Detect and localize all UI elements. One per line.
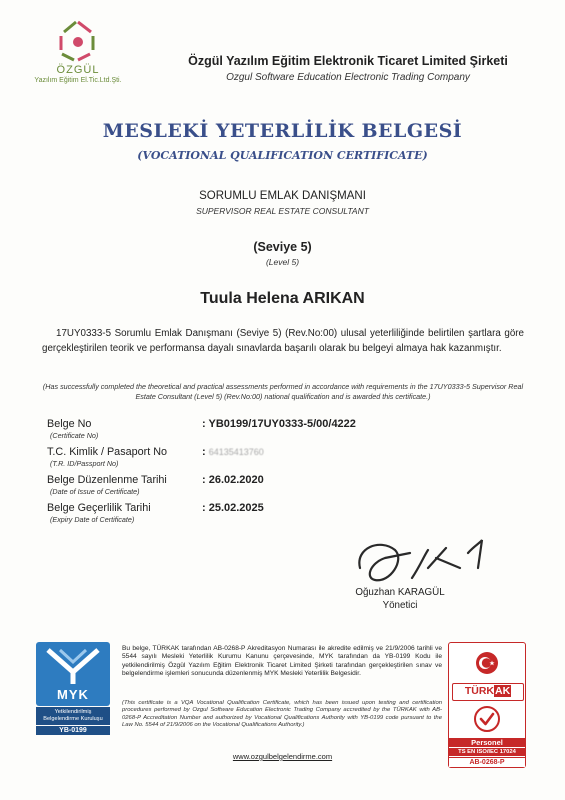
field-certificate-no [47,418,527,446]
myk-code: YB-0199 [36,726,110,735]
ozgul-logo-icon [53,18,103,64]
logo-subtitle: Yazılım Eğitim El.Tic.Ltd.Şti. [34,77,122,84]
field-value [202,446,264,459]
turkak-wordmark [452,683,524,701]
footer-legal-en: (This certificate is a VQA Vocational Qualification Certificate, which has been issued upon testing and certification procedures performed by Ozgul Software Education Electronic Trading Company accredited by the TÜRKAK with AB-0268-P Accreditation Number and authorized by Vocational Qualifications Authority with YB-0199 code pursuant to the Law No. 5544 of 21/9/2006 on the Vocational Qualifications Authority.) [122,700,442,729]
myk-authorized-label [36,707,110,725]
certificate-title-en: (VOCATIONAL QUALIFICATION CERTIFICATE) [137,149,428,162]
statement-tr: 17UY0333-5 Sorumlu Emlak Danışmanı (Seviye 5) (Rev.No:00) ulusal yeterliliğinde belirtilen şartlara göre gerçekleştirilen teorik ve performansa dayalı sınavlarda başarılı olarak bu belgeyi almaya hak kazanmıştır. [42,328,524,354]
myk-emblem-icon [36,642,110,688]
myk-badge [36,642,110,735]
myk-band-line2: Belgelendirme Kuruluşu [43,716,103,722]
field-sublabel: (Certificate No) [50,431,99,440]
field-expiry-date [47,502,527,530]
signer-name: Oğuzhan KARAGÜL [355,587,445,598]
field-value: : YB0199/17UY0333-5/00/4222 [202,418,356,430]
myk-band-line1: Yetkilendirilmiş [54,709,92,715]
myk-logo [36,642,110,706]
company-header [148,54,548,84]
turkish-flag-icon [475,651,499,675]
ozgul-logo [18,18,138,98]
field-sublabel: (Date of Issue of Certificate) [50,487,140,496]
field-sublabel: (T.R. ID/Passport No) [50,459,119,468]
qualification-level-en: (Level 5) [265,257,300,267]
statement-en: (Has successfully completed the theoretical and practical assessments performed in accordance with requirements in the 17UY0333-5 Supervisor Real Estate Consultant (Level 5) (Rev.No:00) national qualification and is awarded this certificate.) [42,382,524,401]
company-name-tr: Özgül Yazılım Eğitim Elektronik Ticaret Limited Şirketi [188,54,508,68]
field-label: Belge No [47,418,92,430]
field-label: Belge Geçerlilik Tarihi [47,502,151,514]
myk-logo-text: MYK [57,687,89,702]
turkak-wordmark-part1: TÜRK [464,685,494,697]
field-label: Belge Düzenlenme Tarihi [47,474,167,486]
website-link[interactable]: www.ozgulbelgelendirme.com [232,752,333,761]
turkak-standard: TS EN ISO/IEC 17024 [449,748,525,756]
field-issue-date [47,474,527,502]
qualification-name-en: SUPERVISOR REAL ESTATE CONSULTANT [196,206,369,216]
field-value-colon: : [202,446,206,458]
field-label: T.C. Kimlik / Pasaport No [47,446,167,458]
turkak-accreditation-code: AB-0268-P [449,757,525,767]
qualification-level: (Seviye 5) [253,240,312,254]
certificate-fields [47,418,527,530]
qualification-name: SORUMLU EMLAK DANIŞMANI [199,190,366,202]
redacted-id-number: 64135413760 [208,447,264,457]
footer-legal-tr: Bu belge, TÜRKAK tarafından AB-0268-P Akreditasyon Numarası ile akredite edilmiş ve 21/9/2006 tarihli ve 5544 sayılı Mesleki Yeterlilik Kurumu Kanunu çerçevesinde, MYK tarafından da YB-0199 Kodu ile yetkilendirilmiş Özgül Yazılım Eğitim Elektronik Ticaret Limited Şirketi tarafından gerçekleştirilen sınav ve belgelendirme işlemleri sonucunda düzenlenmiş MYK Mesleki Yeterlilik Belgesidir. [122,645,442,678]
turkak-wordmark-part2: AK [495,685,511,697]
field-value: : 26.02.2020 [202,474,264,486]
field-value: : 25.02.2025 [202,502,264,514]
signer-role: Yönetici [382,600,418,611]
turkak-category: Personel [449,738,525,747]
turkak-badge [448,642,526,768]
company-name-en: Ozgul Software Education Electronic Trading Company [226,72,470,83]
check-seal-icon [473,705,501,733]
certificate-title: MESLEKİ YETERLİLİK BELGESİ [102,120,463,142]
logo-name: ÖZGÜL [56,64,100,76]
signer-block [330,586,470,612]
holder-name: Tuula Helena ARIKAN [200,290,365,307]
field-id-no [47,446,527,474]
field-sublabel: (Expiry Date of Certificate) [50,515,135,524]
